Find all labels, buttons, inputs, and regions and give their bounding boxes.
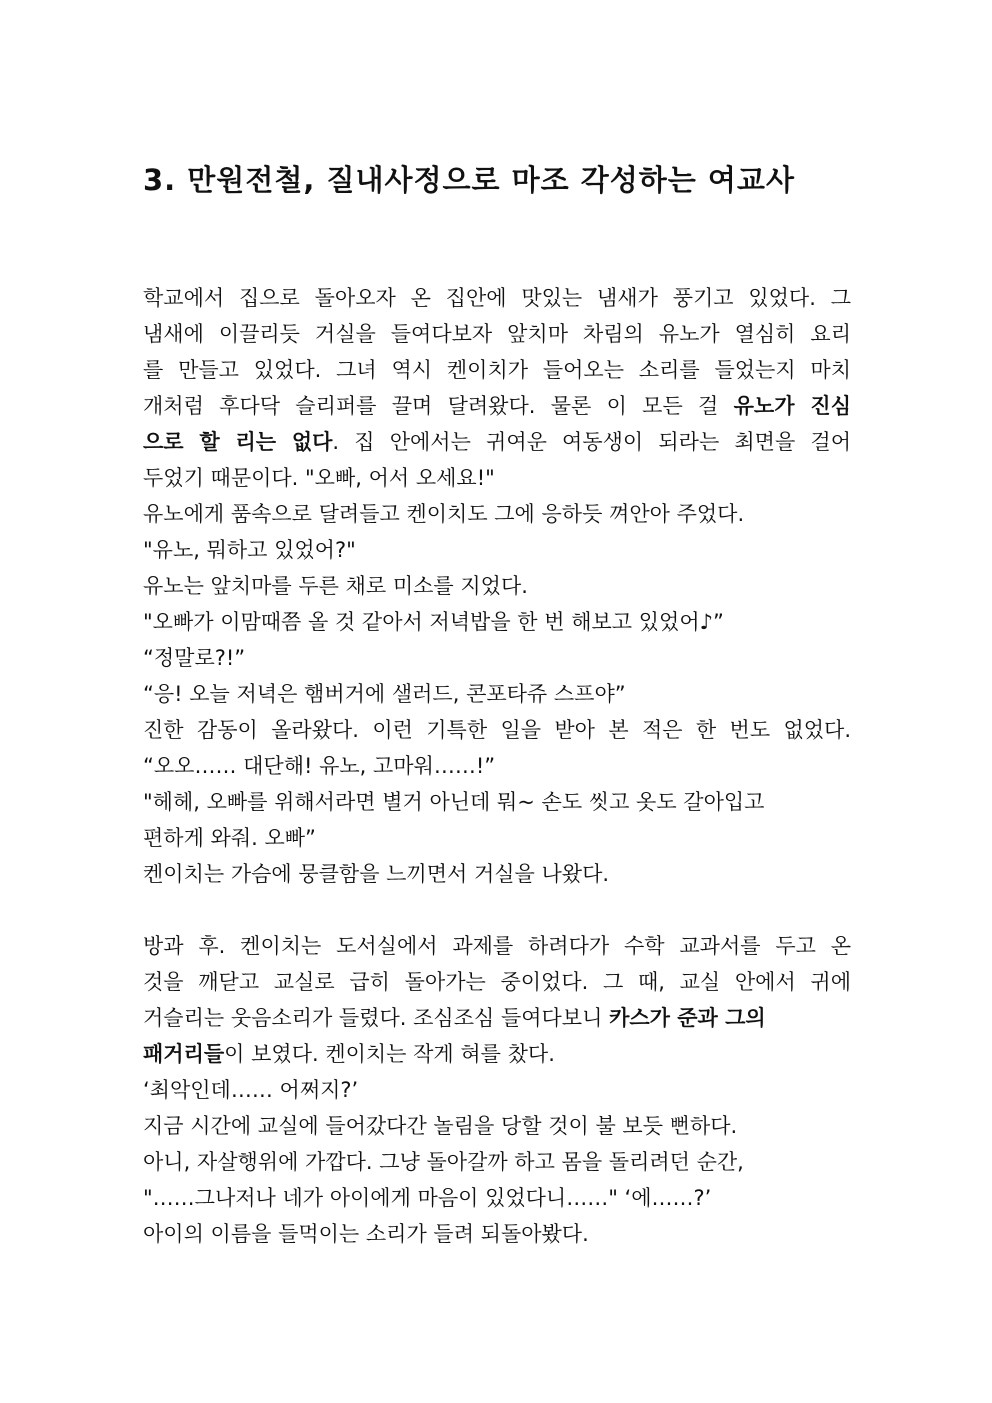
text-line: "유노, 뭐하고 있었어?" <box>143 538 356 562</box>
paragraph-spacer <box>143 892 851 928</box>
document-body <box>143 280 851 1252</box>
text-line: 유노에게 품속으로 달려들고 켄이치도 그에 응하듯 껴안아 주었다. <box>143 502 745 526</box>
text-line: 켄이치는 가슴에 뭉클함을 느끼면서 거실을 나왔다. <box>143 862 610 886</box>
text-line: 방과 후. 켄이치는 도서실에서 과제를 하려다가 수학 교과서를 두고 온 <box>143 934 851 958</box>
text-line <box>143 424 851 460</box>
text-line: “오오…… 대단해! 유노, 고마워……!” <box>143 754 496 778</box>
text-line: 편하게 와줘. 오빠” <box>143 826 316 850</box>
emphasis-text: 유노가 진심 <box>733 394 851 418</box>
text-run: 거슬리는 웃음소리가 들렸다. 조심조심 들여다보니 <box>143 1006 610 1030</box>
text-line: ‘최악인데…… 어쩌지?’ <box>143 1078 359 1102</box>
text-line: "헤헤, 오빠를 위해서라면 별거 아닌데 뭐~ 손도 씻고 옷도 갈아입고 <box>143 790 765 814</box>
text-line: "오빠가 이맘때쯤 올 것 같아서 저녁밥을 한 번 해보고 있었어♪” <box>143 610 724 634</box>
text-line: 아니, 자살행위에 가깝다. 그냥 돌아갈까 하고 몸을 돌리려던 순간, <box>143 1150 744 1174</box>
text-line: 아이의 이름을 들먹이는 소리가 들려 되돌아봤다. <box>143 1222 589 1246</box>
text-line: "……그나저나 네가 아이에게 마음이 있었다니……" ‘에……?’ <box>143 1186 712 1210</box>
text-line: 냄새에 이끌리듯 거실을 들여다보자 앞치마 차림의 유노가 열심히 요리 <box>143 322 851 346</box>
text-line: 두었기 때문이다. "오빠, 어서 오세요!" <box>143 466 495 490</box>
text-line <box>143 1000 851 1036</box>
text-line: 학교에서 집으로 돌아오자 온 집안에 맛있는 냄새가 풍기고 있었다. 그 <box>143 286 851 310</box>
text-line: “정말로?!” <box>143 646 246 670</box>
text-line: 유노는 앞치마를 두른 채로 미소를 지었다. <box>143 574 528 598</box>
text-run: 이 보였다. 켄이치는 작게 혀를 찼다. <box>224 1042 555 1066</box>
emphasis-text: 카스가 준과 그의 <box>609 1006 766 1030</box>
paragraph-2 <box>143 928 851 1252</box>
text-line: “응! 오늘 저녁은 햄버거에 샐러드, 콘포타쥬 스프야” <box>143 682 626 706</box>
text-run: 개처럼 후다닥 슬리퍼를 끌며 달려왔다. 물론 이 모든 걸 <box>143 394 734 418</box>
chapter-title: 3. 만원전철, 질내사정으로 마조 각성하는 여교사 <box>143 163 795 197</box>
text-line <box>143 1036 851 1072</box>
text-line: 진한 감동이 올라왔다. 이런 기특한 일을 받아 본 적은 한 번도 없었다. <box>143 718 851 742</box>
text-line <box>143 388 851 424</box>
text-line: 지금 시간에 교실에 들어갔다간 놀림을 당할 것이 불 보듯 뻔하다. <box>143 1114 738 1138</box>
text-run: . 집 안에서는 귀여운 여동생이 되라는 최면을 걸어 <box>332 430 851 454</box>
emphasis-text: 으로 할 리는 없다 <box>143 430 333 454</box>
emphasis-text: 패거리들 <box>143 1042 225 1066</box>
text-line: 를 만들고 있었다. 그녀 역시 켄이치가 들어오는 소리를 들었는지 마치 <box>143 358 851 382</box>
paragraph-1 <box>143 280 851 892</box>
text-line: 것을 깨닫고 교실로 급히 돌아가는 중이었다. 그 때, 교실 안에서 귀에 <box>143 970 851 994</box>
